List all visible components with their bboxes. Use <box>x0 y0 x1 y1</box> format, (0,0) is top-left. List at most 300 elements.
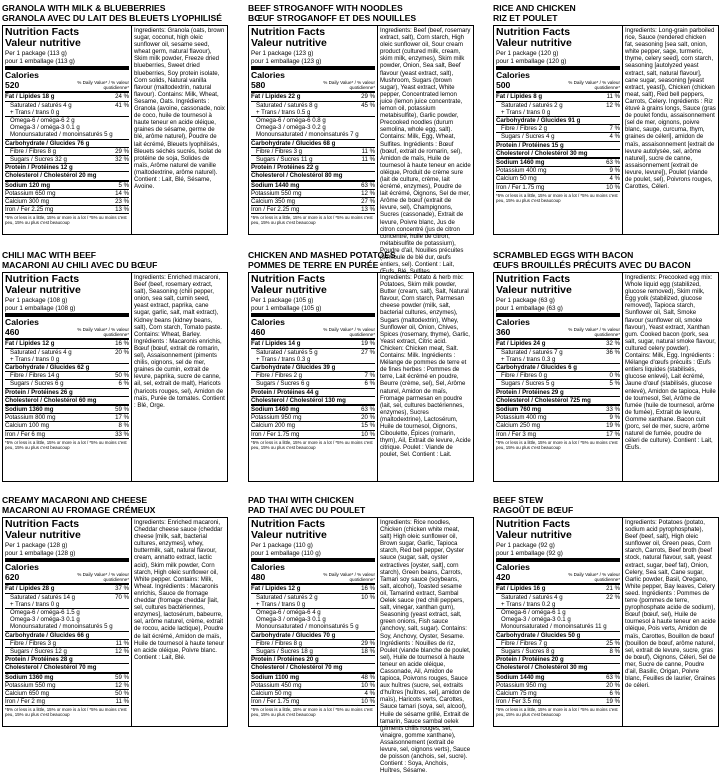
product-title-fr: PAD THAÏ AVEC DU POULET <box>248 504 366 515</box>
nutrient-row <box>251 414 375 422</box>
nutrient-label: Potassium 650 mg <box>5 189 56 197</box>
nutrient-row <box>251 131 375 139</box>
calories-row <box>496 562 620 585</box>
product-panel <box>2 4 228 235</box>
nutrient-dv: 10 % <box>361 430 375 438</box>
nutrient-label: Potassium 450 mg <box>251 681 302 689</box>
nutrient-row <box>496 364 620 372</box>
nutrient-row <box>496 184 620 192</box>
nutrient-label: Cholesterol / Cholestérol 130 mg <box>251 396 346 404</box>
nutrient-row <box>5 172 129 181</box>
ingredients-list: Ingredients: Beef (beef, rosemary extract, salt), Corn starch, High oleic sunflower oil, Sour cream product (cultured milk, cream, skim milk, enzymes), Skim milk powder, Onion, Sea salt, Beef flavour (yeast extract, salt), Mushroom, Sugars (brown sugar), Yeast extract, White pepper, Concentrated lemon juice (lemon juice concentrate, lemon oil, potassium metabisulfite), Garlic powder, Precooked noodles (durum semolina, whole egg, salt). Contains: Milk, Egg, Wheat, Sulfites. Ingrédients : Bœuf (bœuf, extrait de romarin, sel), Amidon de maïs, Huile de tournesol à haute teneur en acide oléique, Produit de crème sure (lait de culture, crème, lait écrémé, enzymes), Poudre de lait écrémé, Oignons, Sel de mer, Arôme de bœuf (extrait de levure, sel), Champignons, Sucres (cassonade), Extrait de levure, Poivre blanc, Jus de citron concentré (jus de citron concentré, huile de citron, métabisulfite de potassium), Poudre d'ail, Nouilles précuites (semoule de blé dur, œufs entiers, sel). Contient : Lait, Œufs, Blé, Sulfites. <box>380 27 471 276</box>
nutrient-row <box>251 674 375 682</box>
valeur-nutritive-heading: Valeur nutritive <box>496 37 572 49</box>
nutrient-dv: 5 % <box>609 380 620 388</box>
calories-value: Calories 520 <box>5 70 39 91</box>
nutrient-label: Sodium 1100 mg <box>251 673 300 681</box>
calories-value: Calories 360 <box>496 317 530 338</box>
nutrient-label: Iron / Fer 6 mg <box>5 430 45 438</box>
nutrient-label: Cholesterol / Cholestérol 80 mg <box>251 172 343 180</box>
product-title-en: CHICKEN AND MASHED POTATOES <box>248 250 396 260</box>
nutrient-row <box>496 690 620 698</box>
nutrient-label: Carbohydrate / Glucides 50 g <box>496 631 581 639</box>
nutrient-dv: 29 % <box>115 147 129 155</box>
nutrition-facts-table <box>3 273 132 481</box>
nutrient-dv: 11 % <box>115 698 129 706</box>
nutrition-facts-table <box>249 273 378 481</box>
nutrient-row <box>251 93 375 101</box>
serving-size-en: Per 1 package (105 g) <box>251 297 314 304</box>
nutrient-label: Sodium 1360 mg <box>5 406 54 414</box>
daily-value-footnote: *5% or less is a little, 15% or more is a lot / *5% ou moins c'est peu, 15% ou plus c'est beaucoup <box>5 439 127 450</box>
nutrient-dv: 63 % <box>606 673 620 681</box>
nutrition-label <box>493 25 719 235</box>
daily-value-header: % Daily Value* / % valeur quotidienne* <box>568 80 620 91</box>
daily-value-footnote: *5% or less is a little, 15% or more is a lot / *5% ou moins c'est peu, 15% ou plus c'est beaucoup <box>5 707 127 718</box>
nutrient-row <box>496 640 620 648</box>
product-title-en: BEEF STROGANOFF WITH NOODLES <box>248 3 403 13</box>
nutrient-row <box>496 397 620 406</box>
nutrient-dv: 48 % <box>361 673 375 681</box>
serving-size-en: Per 1 package (108 g) <box>5 297 68 304</box>
nutrition-facts-table <box>249 26 378 234</box>
calories-value: Calories 480 <box>251 562 285 583</box>
product-title-en: GRANOLA WITH MILK & BLUEBERRIES <box>2 3 166 13</box>
nutrient-row <box>496 150 620 159</box>
nutrient-row <box>496 159 620 167</box>
daily-value-footnote: *5% or less is a little, 15% or more is a lot / *5% ou moins c'est peu, 15% ou plus c'est beaucoup <box>5 215 127 226</box>
valeur-nutritive-heading: Valeur nutritive <box>496 284 572 296</box>
nutrient-row <box>5 656 129 664</box>
nutrient-row <box>5 601 129 609</box>
nutrient-dv: 18 % <box>361 648 375 656</box>
nutrient-label: Monounsaturated / monoinsaturés 11 g <box>501 623 607 631</box>
valeur-nutritive-heading: Valeur nutritive <box>5 284 81 296</box>
nutrient-label: + Trans / trans 0 g <box>501 108 551 116</box>
nutrient-dv: 9 % <box>609 414 620 422</box>
nutrition-facts-table <box>3 26 132 234</box>
nutrient-label: Protein / Protéines 44 g <box>251 388 319 396</box>
daily-value-header: % Daily Value* / % valeur quotidienne* <box>77 327 129 338</box>
product-title-fr: MACARONI AU FROMAGE CRÉMEUX <box>2 504 156 515</box>
nutrient-dv: 23 % <box>115 198 129 206</box>
product-title-en: BEEF STEW <box>493 495 544 505</box>
nutrient-dv: 27 % <box>361 348 375 356</box>
nutrient-label: Fat / Lipides 8 g <box>496 93 543 101</box>
nutrient-dv: 19 % <box>606 422 620 430</box>
nutrient-dv: 11 % <box>606 93 620 101</box>
product-title-en: SCRAMBLED EGGS WITH BACON <box>493 250 634 260</box>
nutrient-dv: 33 % <box>115 430 129 438</box>
nutrient-label: Calcium 50 mg <box>251 690 292 698</box>
nutrient-dv: 8 % <box>118 422 129 430</box>
nutrient-dv: 37 % <box>115 585 129 593</box>
daily-value-footnote: *5% or less is a little, 15% or more is a lot / *5% ou moins c'est peu, 15% ou plus c'est beaucoup <box>251 215 373 226</box>
nutrient-label: Omega-6 / oméga-6 1.5 g <box>10 609 80 617</box>
nutrient-dv: 12 % <box>606 101 620 109</box>
nutrient-label: Sodium 120 mg <box>5 181 51 189</box>
nutrient-row <box>496 698 620 706</box>
nutrient-dv: 21 % <box>606 585 620 593</box>
ingredients-list: Ingredients: Potato & herb mix: Potatoes, Skim milk powder, Butter (cream, salt), Salt, Natural flavour, Corn starch, Parmesan cheese powder (milk, salt, bacterial cultures, enzymes), Sugars (maltodextrin), Whey, Sunflower oil, Onion, Chives, Spices (rosemary, thyme), Garlic, Yeast extract, Citric acid. Chicken: Chicken meat, Salt. Contains: Milk. Ingrédients : Mélange de pommes de terre et de fines herbes : Pommes de terre, Lait écrémé en poudre, Beurre (crème, sel), Sel, Arôme naturel, Amidon de maïs, Fromage parmesan en poudre (lait, sel, cultures bactériennes, enzymes), Sucres (maltodextrine), Lactosérum, Huile de tournesol, Oignons, Ciboulette, Épices (romarin, thym), Ail, Extrait de levure, Acide citrique. Poulet : Viande de poulet, Sel. Contient : Lait. <box>380 274 471 459</box>
calories-row <box>496 70 620 93</box>
product-title-fr: BŒUF STROGANOFF ET DES NOUILLES <box>248 12 417 23</box>
serving-size-en: Per 1 package (128 g) <box>5 542 68 549</box>
nutrient-row <box>5 648 129 656</box>
nutrient-row <box>251 148 375 156</box>
nutrient-row <box>251 397 375 406</box>
nutrient-label: Protein / Protéines 12 g <box>5 164 73 172</box>
nutrition-facts-heading: Nutrition Facts <box>251 26 326 38</box>
nutrient-label: Fibre / Fibres 2 g <box>501 125 548 133</box>
nutrient-label: Saturated / saturés 7 g <box>501 348 563 356</box>
nutrient-dv: 10 % <box>361 681 375 689</box>
serving-size-en: Per 1 package (92 g) <box>496 542 555 549</box>
nutrient-label: Omega-6 / oméga-6 0.8 g <box>256 117 326 125</box>
nutrient-row <box>496 167 620 175</box>
nutrient-row <box>5 349 129 356</box>
nutrient-dv: 13 % <box>115 206 129 214</box>
nutrient-dv: 10 % <box>361 698 375 706</box>
nutrient-label: Fibre / Fibres 8 g <box>256 639 303 647</box>
nutrient-row <box>251 109 375 117</box>
nutrient-row <box>496 117 620 125</box>
nutrient-row <box>251 340 375 348</box>
nutrient-label: Sodium 1460 mg <box>496 159 545 167</box>
nutrient-dv: 41 % <box>115 101 129 109</box>
nutrition-facts-heading: Nutrition Facts <box>5 26 80 38</box>
nutrient-row <box>5 406 129 414</box>
nutrient-label: + Trans / trans 0.2 g <box>501 600 556 608</box>
nutrient-dv: 19 % <box>361 340 375 348</box>
nutrient-dv: 36 % <box>606 348 620 356</box>
nutrition-facts-heading: Nutrition Facts <box>496 273 571 285</box>
nutrient-row <box>5 156 129 164</box>
nutrient-row <box>251 585 375 593</box>
nutrient-label: Calcium 200 mg <box>251 422 296 430</box>
ingredients-list: Ingredients: Precooked egg mix: Whole liquid egg (stabilized, glucose removed), Skim milk, Egg yolk (stabilized, glucose removed), Tapioca starch, Sunflower oil, Salt, Smoke flavour (sunflower oil, smoke flavour), Yeast extract, Xanthan gum. Cooked bacon (pork, sea salt, sugar, natural smoke flavour, cultured celery powder). Contains: Milk, Egg. Ingrédients : Mélange d'œufs précuits : Œufs entiers liquides (stabilisés, glucose enlevé), Lait écrémé, Jaune d'œuf (stabilisés, glucose enlevé), Amidon de tapioca, Huile de tournesol, Sel, Arôme de fumée (huile de tournesol, arôme de fumée), Extrait de levure, Gomme xanthane. Bacon cuit (porc, sel de mer, sucre, arôme naturel de fumée, poudre de céleri de culture). Contient : Lait, Œufs. <box>625 274 716 452</box>
product-title-fr: GRANOLA AVEC DU LAIT DES BLEUETS LYOPHILISÉ <box>2 12 222 23</box>
serving-size-fr: pour 1 emballage (128 g) <box>5 550 76 558</box>
nutrient-dv: 11 % <box>115 639 129 647</box>
nutrient-label: Fibre / Fibres 0 g <box>501 372 548 380</box>
nutrient-dv: 7 % <box>364 372 375 380</box>
nutrient-row <box>5 632 129 640</box>
nutrient-row <box>5 594 129 601</box>
calories-value: Calories 580 <box>251 70 285 91</box>
serving-size-en: Per 1 package (63 g) <box>496 297 555 304</box>
nutrient-label: Monounsaturated / monoinsaturés 5 g <box>10 623 113 631</box>
nutrient-label: Protein / Protéines 22 g <box>251 164 319 172</box>
nutrient-label: Saturated / saturés 2 g <box>256 593 318 601</box>
nutrient-row <box>251 690 375 698</box>
nutrition-label <box>2 272 228 482</box>
nutrient-label: Sugars / Sucres 32 g <box>10 156 67 164</box>
nutrient-label: Cholesterol / Cholestérol 725 mg <box>496 396 591 404</box>
daily-value-header: % Daily Value* / % valeur quotidienne* <box>568 327 620 338</box>
nutrient-label: Iron / Fer 1.75 mg <box>251 698 300 706</box>
nutrient-label: Omega-6 / oméga-6 4 g <box>256 609 321 617</box>
nutrient-label: Sugars / Sucres 12 g <box>10 648 67 656</box>
nutrient-label: Fat / Lipides 24 g <box>496 340 546 348</box>
nutrient-label: Carbohydrate / Glucides 66 g <box>5 631 90 639</box>
nutrient-label: Iron / Fer 3 mg <box>496 430 536 438</box>
product-panel <box>248 495 474 774</box>
nutrient-row <box>251 648 375 656</box>
calories-row <box>251 70 375 93</box>
nutrient-dv: 17 % <box>115 414 129 422</box>
nutrition-facts-heading: Nutrition Facts <box>251 273 326 285</box>
nutrient-row <box>5 340 129 348</box>
nutrient-row <box>251 102 375 109</box>
nutrient-dv: 63 % <box>606 159 620 167</box>
nutrient-dv: 16 % <box>361 585 375 593</box>
calories-row <box>5 70 129 93</box>
nutrient-label: Calcium 250 mg <box>496 422 541 430</box>
calories-row <box>251 562 375 585</box>
nutrient-label: Iron / Fer 2 mg <box>5 698 45 706</box>
nutrient-row <box>251 356 375 364</box>
nutrient-row <box>251 616 375 623</box>
nutrient-row <box>251 156 375 164</box>
nutrient-row <box>496 175 620 183</box>
nutrient-row <box>5 148 129 156</box>
nutrient-label: Omega-6 / oméga-6 2 g <box>10 117 75 125</box>
calories-value: Calories 620 <box>5 562 39 583</box>
nutrient-label: Saturated / saturés 14 g <box>10 593 76 601</box>
serving-size-fr: pour 1 emballage (110 g) <box>251 550 321 558</box>
nutrient-dv: 63 % <box>361 181 375 189</box>
product-title-en: RICE AND CHICKEN <box>493 3 576 13</box>
valeur-nutritive-heading: Valeur nutritive <box>5 37 81 49</box>
nutrient-row <box>251 594 375 601</box>
nutrient-label: Sugars / Sucres 5 g <box>501 380 555 388</box>
ingredients-list: Ingredients: Enriched macaroni, Cheddar cheese sauce (cheddar cheese [milk, salt, bacterial cultures, enzymes], whey, buttermilk, salt, natural flavour, cream, annatto extract, lactic acid), Skim milk powder, Corn starch, High oleic sunflower oil, White pepper. Contains: Milk, Wheat. Ingrédients : Macaronis enrichis, Sauce de fromage cheddar (fromage cheddar [lait, sel, cultures bactériennes, enzymes], lactosérum, babeurre, sel, arôme naturel, crème, extrait de rocou, acide lactique), Poudre de lait écrémé, Amidon de maïs, Huile de tournesol à haute teneur en acide oléique, Poivre blanc. Contient : Lait, Blé. <box>134 519 225 661</box>
nutrient-label: Sugars / Sucres 6 g <box>10 380 64 388</box>
daily-value-header: % Daily Value* / % valeur quotidienne* <box>77 80 129 91</box>
nutrient-label: Saturated / saturés 5 g <box>256 348 318 356</box>
serving-size-fr: pour 1 emballage (63 g) <box>496 305 563 313</box>
nutrient-dv: 32 % <box>115 156 129 164</box>
serving-size-en: Per 1 package (123 g) <box>251 50 314 57</box>
nutrient-row <box>496 349 620 356</box>
nutrition-facts-table <box>494 273 623 481</box>
nutrient-row <box>251 656 375 664</box>
nutrient-label: Fibre / Fibres 3 g <box>256 147 303 155</box>
serving-size-fr: pour 1 emballage (108 g) <box>5 305 76 313</box>
nutrient-label: Sugars / Sucres 11 g <box>256 156 313 164</box>
nutrient-label: Sodium 1440 mg <box>496 673 545 681</box>
nutrient-row <box>5 198 129 206</box>
product-panel <box>493 496 719 727</box>
nutrient-label: Iron / Fer 2.25 mg <box>5 206 54 214</box>
nutrition-facts-heading: Nutrition Facts <box>496 26 571 38</box>
nutrient-label: Monounsaturated / monoinsaturés 5 g <box>10 131 113 139</box>
daily-value-header: % Daily Value* / % valeur quotidienne* <box>77 572 129 583</box>
nutrient-label: + Trans / trans 0.5 g <box>256 108 311 116</box>
nutrient-row <box>496 422 620 430</box>
nutrient-dv: 0 % <box>609 372 620 380</box>
nutrient-dv: 6 % <box>118 380 129 388</box>
daily-value-header: % Daily Value* / % valeur quotidienne* <box>323 327 375 338</box>
nutrient-label: Protein / Protéines 26 g <box>5 388 73 396</box>
nutrient-row <box>251 601 375 609</box>
nutrient-row <box>496 125 620 133</box>
nutrient-label: Carbohydrate / Glucides 62 g <box>5 364 90 372</box>
nutrient-row <box>251 117 375 124</box>
daily-value-header: % Daily Value* / % valeur quotidienne* <box>568 572 620 583</box>
nutrient-label: Potassium 400 mg <box>496 414 547 422</box>
nutrient-label: Saturated / saturés 8 g <box>256 101 318 109</box>
nutrient-row <box>5 164 129 172</box>
nutrition-label <box>2 517 228 727</box>
nutrient-row <box>251 682 375 690</box>
nutrient-row <box>251 190 375 198</box>
nutrient-row <box>251 380 375 388</box>
nutrient-row <box>496 109 620 117</box>
nutrient-row <box>251 124 375 131</box>
product-title-fr: MACARONI AU CHILI AVEC DU BŒUF <box>2 259 158 270</box>
nutrient-dv: 10 % <box>606 183 620 191</box>
nutrient-row <box>496 648 620 656</box>
nutrient-label: Saturated / saturés 4 g <box>10 101 72 109</box>
serving-size-fr: pour 1 emballage (113 g) <box>5 58 75 66</box>
nutrition-facts-table <box>494 518 623 726</box>
nutrient-row <box>496 414 620 422</box>
serving-size-fr: pour 1 emballage (92 g) <box>496 550 563 558</box>
ingredients-list: Ingredients: Long-grain parboiled rice, Sauce (rendered chicken fat, seasoning [sea salt, onion, white pepper, sage, turmeric, thyme, celery seed], corn starch, seasoning [autolyzed yeast extract, salt, natural flavour], cane sugar, seasoning [yeast extract, yeast]), Chicken (chicken meat, salt), Red bell peppers, Carrots, Celery. Ingrédients : Riz étuvé à grains longs, Sauce (gras de poulet fondu, assaisonnement [sel de mer, oignons, poivre blanc, sauge, curcuma, thym, graines de céleri], amidon de maïs, assaisonnement [extrait de levure autolysée, sel, arôme naturel], sucre de canne, assaisonnement [extrait de levure, levure]), Poulet (viande de poulet, sel), Poivrons rouges, Carottes, Céleri. <box>625 27 716 191</box>
nutrient-label: Carbohydrate / Glucides 70 g <box>251 631 336 639</box>
nutrient-dv: 5 % <box>118 181 129 189</box>
nutrition-facts-heading: Nutrition Facts <box>251 518 326 530</box>
nutrient-label: Potassium 800 mg <box>5 414 56 422</box>
product-title-en: CHILI MAC WITH BEEF <box>2 250 97 260</box>
nutrient-label: Sugars / Sucres 6 g <box>256 380 310 388</box>
calories-value: Calories 460 <box>5 317 39 338</box>
daily-value-header: % Daily Value* / % valeur quotidienne* <box>323 80 375 91</box>
nutrient-label: Saturated / saturés 4 g <box>501 593 563 601</box>
nutrient-label: Fat / Lipides 18 g <box>5 93 55 101</box>
nutrient-dv: 12 % <box>361 189 375 197</box>
calories-row <box>5 562 129 585</box>
nutrient-dv: 4 % <box>364 690 375 698</box>
nutrient-dv: 59 % <box>115 406 129 414</box>
nutrient-label: Omega-3 / oméga-3 0.1 g <box>10 616 80 624</box>
nutrient-row <box>496 674 620 682</box>
nutrient-row <box>251 389 375 397</box>
nutrient-label: Calcium 350 mg <box>251 198 296 206</box>
nutrient-dv: 12 % <box>115 681 129 689</box>
nutrient-label: Calcium 75 mg <box>496 690 537 698</box>
daily-value-footnote: *5% or less is a little, 15% or more is a lot / *5% ou moins c'est peu, 15% ou plus c'est beaucoup <box>496 192 618 203</box>
nutrient-row <box>251 172 375 181</box>
serving-size-fr: pour 1 emballage (120 g) <box>496 58 567 66</box>
nutrient-label: + Trans / trans 0 g <box>10 108 60 116</box>
nutrient-dv: 24 % <box>115 93 129 101</box>
nutrient-label: Sugars / Sucres 4 g <box>501 133 555 141</box>
nutrient-row <box>496 656 620 664</box>
nutrient-label: Monounsaturated / monoinsaturés 7 g <box>256 131 359 139</box>
nutrient-label: Iron / Fer 1.75 mg <box>251 430 300 438</box>
nutrient-label: + Trans / trans 0 g <box>10 600 60 608</box>
calories-row <box>496 317 620 340</box>
nutrition-facts-heading: Nutrition Facts <box>5 518 80 530</box>
nutrient-dv: 14 % <box>115 189 129 197</box>
nutrient-dv: 15 % <box>361 422 375 430</box>
daily-value-footnote: *5% or less is a little, 15% or more is a lot / *5% ou moins c'est peu, 15% ou plus c'est beaucoup <box>496 707 618 718</box>
ingredients-list: Ingredients: Enriched macaroni, Beef (beef, rosemary extract, salt), Seasoning (chili pepper, onion, sea salt, cumin seed, yeast extract, paprika, cane sugar, garlic, salt, malt extract), Kidney beans (kidney beans, salt), Corn starch, Tomato paste. Contains: Wheat, Barley. Ingrédients : Macaronis enrichis, Bœuf (bœuf, extrait de romarin, sel), Assaisonnement (piments chilis, oignons, sel de mer, graines de cumin, extrait de levure, paprika, sucre de canne, ail, sel, extrait de malt), Haricots (haricots rouges, sel), Amidon de maïs, Purée de tomates. Contient : Blé, Orge. <box>134 274 225 409</box>
nutrient-label: + Trans / trans 0.3 g <box>501 355 556 363</box>
nutrient-row <box>496 632 620 640</box>
nutrient-label: Protein / Protéines 20 g <box>496 656 564 664</box>
nutrient-dv: 12 % <box>115 648 129 656</box>
nutrient-row <box>5 356 129 364</box>
product-panel <box>493 251 719 482</box>
nutrient-label: Fat / Lipides 12 g <box>251 585 301 593</box>
serving-size-en: Per 1 package (110 g) <box>251 542 313 549</box>
nutrient-dv: 70 % <box>115 593 129 601</box>
nutrient-row <box>251 406 375 414</box>
nutrient-row <box>496 133 620 141</box>
nutrient-dv: 6 % <box>364 380 375 388</box>
nutrient-dv: 29 % <box>361 639 375 647</box>
nutrient-label: Cholesterol / Cholestérol 30 mg <box>496 149 588 157</box>
nutrient-dv: 11 % <box>361 147 375 155</box>
nutrient-row <box>5 109 129 117</box>
nutrient-label: Carbohydrate / Glucides 68 g <box>251 139 336 147</box>
nutrition-facts-table <box>249 518 378 726</box>
nutrition-label <box>493 517 719 727</box>
calories-value: Calories 460 <box>251 317 285 338</box>
nutrient-row <box>5 690 129 698</box>
nutrient-label: Monounsaturated / monoinsaturés 5 g <box>256 623 359 631</box>
nutrient-row <box>251 609 375 616</box>
nutrient-row <box>251 431 375 439</box>
nutrition-label <box>2 25 228 235</box>
nutrient-row <box>496 616 620 623</box>
nutrient-dv: 20 % <box>115 348 129 356</box>
nutrient-row <box>496 431 620 439</box>
nutrient-dv: 63 % <box>361 406 375 414</box>
nutrient-row <box>251 140 375 148</box>
serving-size-en: Per 1 package (113 g) <box>5 50 67 57</box>
nutrient-row <box>496 601 620 609</box>
nutrient-row <box>5 623 129 631</box>
nutrient-dv: 27 % <box>361 198 375 206</box>
nutrient-dv: 20 % <box>606 681 620 689</box>
nutrient-label: Cholesterol / Cholestérol 20 mg <box>5 172 97 180</box>
nutrient-label: Fat / Lipides 12 g <box>5 340 55 348</box>
nutrition-label <box>248 517 474 774</box>
nutrient-label: + Trans / trans 0.3 g <box>256 355 311 363</box>
nutrient-label: Saturated / saturés 2 g <box>501 101 563 109</box>
nutrient-label: Fibre / Fibres 2 g <box>256 372 303 380</box>
nutrient-row <box>5 140 129 148</box>
daily-value-footnote: *5% or less is a little, 15% or more is a lot / *5% ou moins c'est peu, 15% ou plus c'est beaucoup <box>251 439 373 450</box>
ingredients-list: Ingredients: Rice noodles, Chicken (chicken white meat, salt) High oleic sunflower oil, Brown sugar, Garlic, Tapioca starch, Red bell pepper, Oyster sauce (sugar, salt, oyster extractives [oyster, salt], corn starch), Green beans, Carrots, Tamari soy sauce (soybeans, salt, alcohol), Toasted sesame oil, Tamarind extract, Sambal Oelek sauce (red chili peppers, salt, vinegar, xanthan gum), Seasoning (yeast extract, salt, green onions, Fish sauce (anchovy, salt, sugar). Contains: Soy, Anchovy, Oyster, Sesame. Ingrédients : Nouilles de riz, Poulet (viande blanche de poulet, sel), Huile de tournesol à haute teneur en acide oléique, Cassonade, Ail, Amidon de tapioca, Poivrons rouges, Sauce aux huîtres (sucre, sel, extraits d'huîtres [huîtres, sel], amidon de maïs), Haricots verts, Carottes, Sauce tamari (soya, sel, alcool), Huile de sésame grillé, Extrait de tamarin, Sauce sambal oelek (piments chilis rouges, sel, vinaigre, gomme xanthane), Assaisonnement (extrait de levure, sel, oignons verts), Sauce de poisson (anchois, sel, sucre). Contient : Soya, Anchois, Huîtres, Sésame. <box>380 519 471 774</box>
nutrient-label: + Trans / trans 0 g <box>256 600 306 608</box>
serving-size-fr: pour 1 emballage (105 g) <box>251 305 322 313</box>
nutrient-row <box>251 623 375 631</box>
nutrient-label: Fat / Lipides 16 g <box>496 585 546 593</box>
nutrient-row <box>5 422 129 430</box>
nutrient-label: Cholesterol / Cholestérol 60 mg <box>5 396 97 404</box>
nutrient-row <box>5 102 129 109</box>
nutrient-row <box>496 380 620 388</box>
nutrient-label: Sodium 1460 mg <box>251 406 300 414</box>
nutrient-row <box>496 389 620 397</box>
nutrient-label: Calcium 650 mg <box>5 690 50 698</box>
